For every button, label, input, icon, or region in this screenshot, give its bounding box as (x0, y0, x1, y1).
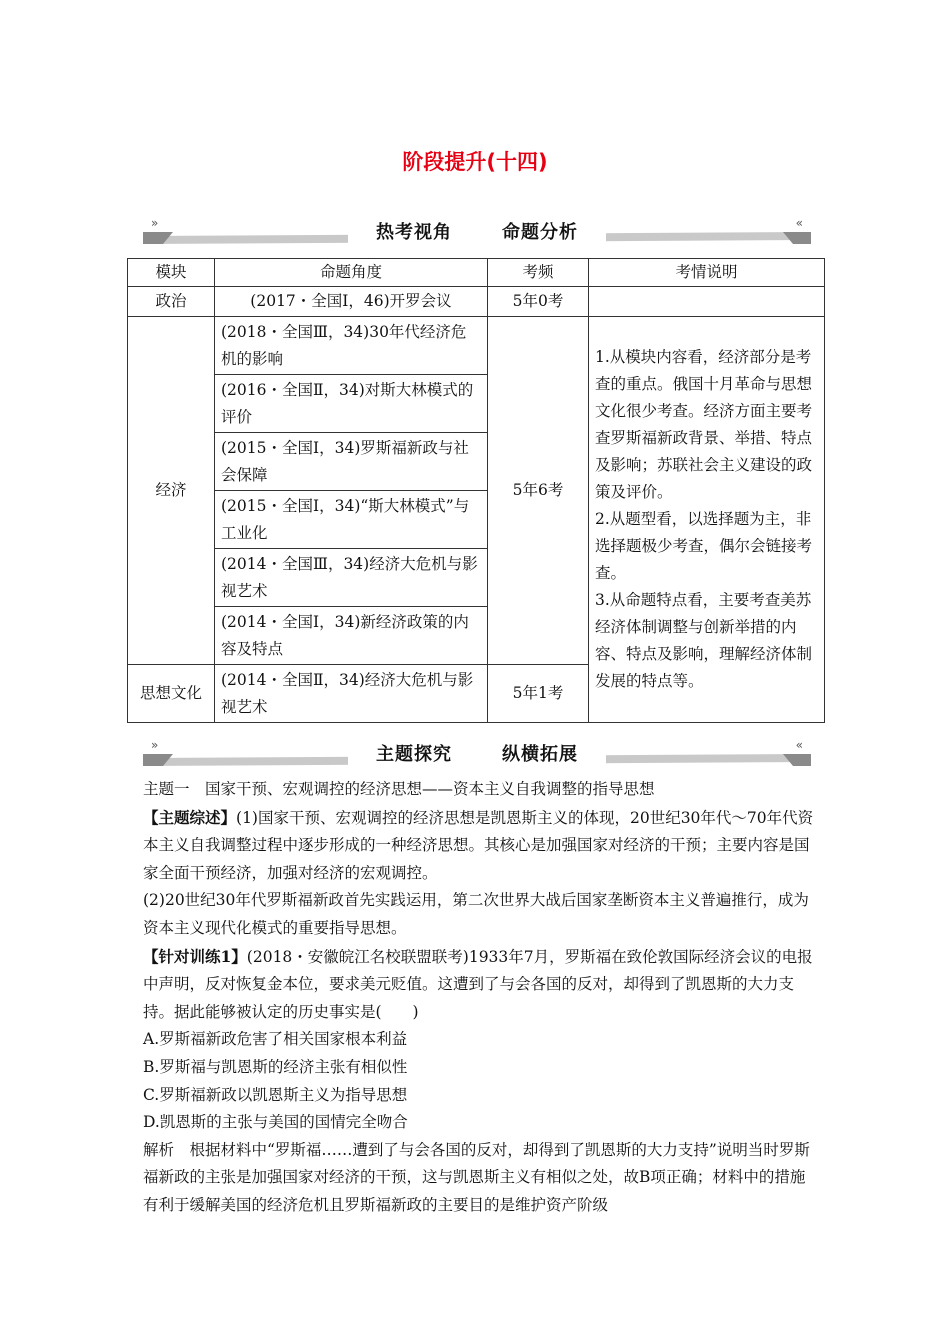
empty-cell (589, 287, 825, 317)
note-3: 3.从命题特点看，主要考查美苏经济体制调整与创新举措的内容、特点及影响，理解经济体制发展的特点等。 (595, 591, 813, 690)
summary-paragraph-1 (143, 804, 815, 888)
freq-economy: 5年6考 (488, 317, 589, 665)
angle-economy-4: (2015・全国Ⅰ，34)“斯大林模式”与工业化 (215, 491, 488, 549)
page-title: 阶段提升(十四) (402, 150, 548, 174)
module-politics: 政治 (128, 287, 215, 317)
topic-heading: 主题一 国家干预、宏观调控的经济思想——资本主义自我调整的指导思想 (143, 780, 655, 798)
angle-economy-3: (2015・全国Ⅰ，34)罗斯福新政与社会保障 (215, 433, 488, 491)
banner-left-text: 主题探究 (362, 744, 466, 765)
double-chevron-left-icon: « (795, 216, 803, 230)
header-angle: 命题角度 (215, 259, 488, 287)
banner-left-text: 热考视角 (362, 222, 466, 243)
section-banner-hot-topics (143, 214, 811, 248)
angle-economy-5: (2014・全国Ⅲ，34)经济大危机与影视艺术 (215, 549, 488, 607)
table-header-row (128, 259, 825, 287)
summary-label: 【主题综述】 (143, 807, 237, 827)
angle-economy-6: (2014・全国Ⅰ，34)新经济政策的内容及特点 (215, 607, 488, 665)
section-banner-theme (143, 736, 811, 770)
table-row-economy (128, 317, 825, 375)
option-d: D.凯恩斯的主张与美国的国情完全吻合 (143, 1113, 408, 1132)
double-chevron-right-icon: » (151, 216, 159, 230)
header-notes: 考情说明 (589, 259, 825, 287)
note-2: 2.从题型看，以选择题为主，非选择题极少考查，偶尔会链接考查。 (595, 510, 813, 582)
analysis-paragraph: 解析 根据材料中“罗斯福……遭到了与会各国的反对，却得到了凯恩斯的大力支持”说明当时罗斯福新政的主张是加强国家对经济的干预，这与凯恩斯主义有相似之处，故B项正确；材料中的措施有利于缓解美国的经济危机且罗斯福新政的主要目的是维护资产阶级 (143, 1140, 810, 1214)
table-row-politics (128, 287, 825, 317)
angle-economy-1: (2018・全国Ⅲ，34)30年代经济危机的影响 (215, 317, 488, 375)
exam-notes (589, 317, 825, 723)
angle-economy-2: (2016・全国Ⅱ，34)对斯大林模式的评价 (215, 375, 488, 433)
summary-text-1: (1)国家干预、宏观调控的经济思想是凯恩斯主义的体现，20世纪30年代～70年代资本主义自我调整过程中逐步形成的一种经济思想。其核心是加强国家对经济的干预；主要内容是国家全面干预经济，加强对经济的宏观调控。 (143, 808, 814, 882)
exercise-paragraph (143, 943, 815, 1027)
header-frequency: 考频 (488, 259, 589, 287)
double-chevron-left-icon: « (795, 738, 803, 752)
angle-culture: (2014・全国Ⅱ，34)经济大危机与影视艺术 (215, 665, 488, 723)
note-1: 1.从模块内容看，经济部分是考查的重点。俄国十月革命与思想文化很少考查。经济方面主要考查罗斯福新政背景、举措、特点及影响；苏联社会主义建设的政策及评价。 (595, 348, 813, 501)
header-module: 模块 (128, 259, 215, 287)
summary-paragraph-2: (2)20世纪30年代罗斯福新政首先实践运用，第二次世界大战后国家垄断资本主义普遍推行，成为资本主义现代化模式的重要指导思想。 (143, 891, 809, 937)
option-b: B.罗斯福与凯恩斯的经济主张有相似性 (143, 1057, 408, 1076)
banner-right-text: 命题分析 (488, 222, 592, 243)
double-chevron-right-icon: » (151, 738, 159, 752)
freq-culture: 5年1考 (488, 665, 589, 723)
exercise-text: (2018・安徽皖江名校联盟联考)1933年7月，罗斯福在致伦敦国际经济会议的电报中声明，反对恢复金本位，要求美元贬值。这遭到了与会各国的反对，却得到了凯恩斯的大力支持。据此能够被认定的历史事实是( ) (143, 947, 813, 1021)
module-economy: 经济 (128, 317, 215, 665)
exam-analysis-table (127, 258, 825, 723)
exercise-label: 【针对训练1】 (143, 946, 247, 966)
option-a: A.罗斯福新政危害了相关国家根本利益 (143, 1030, 408, 1049)
angle-politics: (2017・全国Ⅰ，46)开罗会议 (215, 287, 488, 317)
section-body (143, 776, 815, 1220)
freq-politics: 5年0考 (488, 287, 589, 317)
banner-right-text: 纵横拓展 (488, 744, 592, 765)
module-culture: 思想文化 (128, 665, 215, 723)
option-c: C.罗斯福新政以凯恩斯主义为指导思想 (143, 1085, 408, 1104)
